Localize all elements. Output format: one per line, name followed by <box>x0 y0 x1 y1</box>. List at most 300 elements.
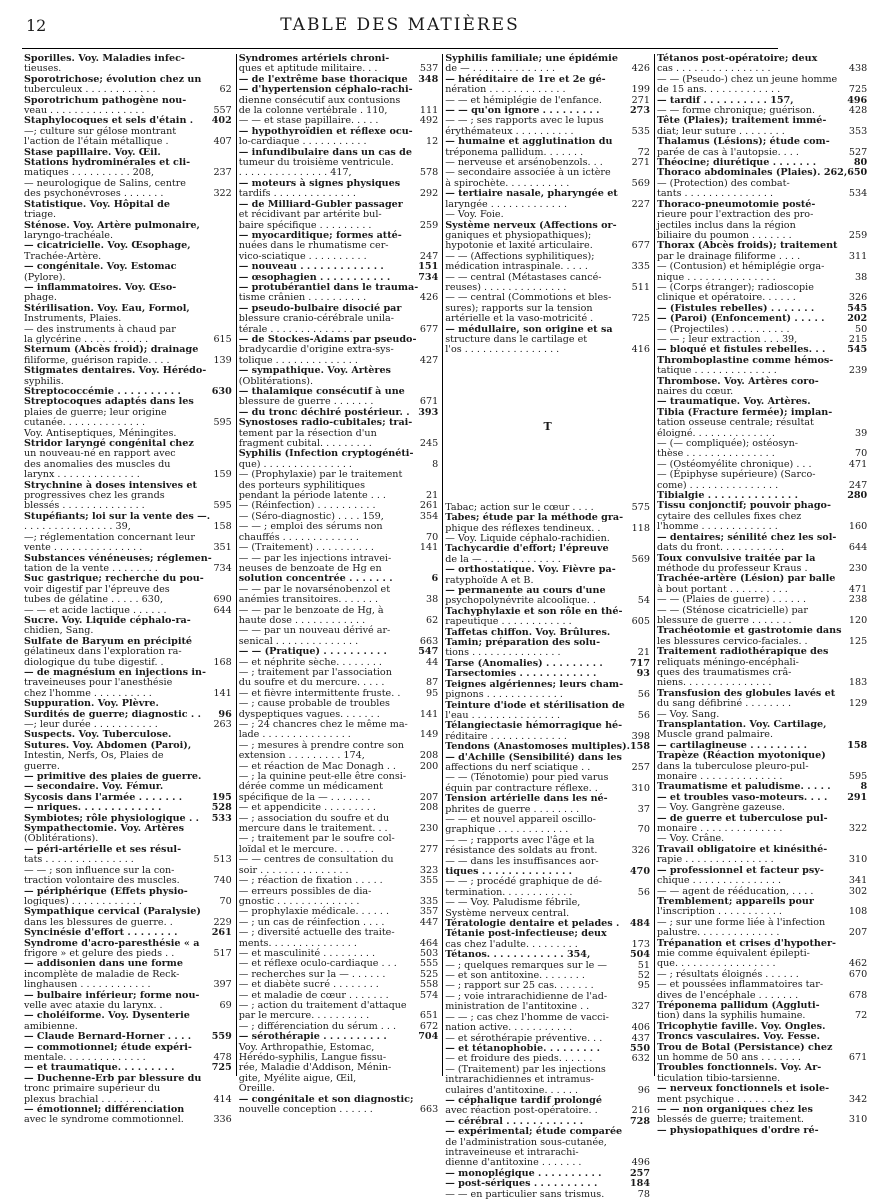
entry-text: rieure pour l'extraction des pro- <box>656 209 814 221</box>
entry-text: que. . . . . . . . . . . . . . . . . <box>656 958 776 970</box>
entry-text: des porteurs syphilitiques <box>238 479 366 491</box>
entry-page-number: 525 <box>419 968 439 980</box>
entry-text: phage. <box>24 292 57 304</box>
index-entry <box>24 876 232 886</box>
entry-text: Statistique. Voy. Hôpital de <box>24 198 170 210</box>
entry-page-number: 158 <box>629 741 650 753</box>
entry-page-number: 678 <box>848 989 868 1001</box>
entry-text: fragment cubital. . . . . . . . . <box>238 438 372 450</box>
entry-page-number: 725 <box>848 84 868 96</box>
entry-text: — — et hémiplégie de l'enfance. <box>445 94 602 106</box>
entry-text: — ; un cas de réinfection . . . . <box>238 916 385 928</box>
entry-page-number: 326 <box>631 845 650 857</box>
entry-text: voir digestif par l'épreuve des <box>24 583 170 595</box>
entry-text: Stigmates dentaires. Voy. Hérédo- <box>24 365 207 377</box>
entry-text: Tibia (Fracture fermée); implan- <box>656 406 833 418</box>
entry-text: de 15 ans. . . . . . . . . . . . . <box>656 84 781 96</box>
entry-text: solution concentrée . . . . . . . <box>238 573 393 585</box>
index-column-2 <box>237 53 443 1116</box>
entry-text: nique . . . . . . . . . . . . . . . <box>656 271 776 283</box>
entry-page-number: 437 <box>631 1032 650 1044</box>
entry-text: pignons . . . . . . . . . . . . . <box>445 689 563 701</box>
entry-page-number: 72 <box>854 1010 868 1022</box>
entry-text: velle avec ataxie du larynx. . <box>24 999 163 1011</box>
entry-page-number: 323 <box>419 864 439 876</box>
entry-page-number <box>847 408 867 418</box>
entry-text: — — centres de consultation du <box>238 854 394 866</box>
entry-page-number: 54 <box>637 595 650 607</box>
entry-page-number: 484 <box>629 918 650 930</box>
entry-page-number <box>418 1053 438 1063</box>
index-entry <box>239 928 438 938</box>
entry-text: logiques) . . . . . . . . . . . . <box>24 895 142 907</box>
entry-text: — ; la quinine peut-elle être consi- <box>238 771 407 783</box>
index-entry <box>445 345 650 355</box>
index-entry <box>445 1023 650 1033</box>
entry-text: ment psychique . . . . . . . . . <box>656 1093 789 1105</box>
entry-page-number: 559 <box>211 1031 232 1043</box>
entry-page-number: 534 <box>848 188 868 200</box>
entry-page-number: 6 <box>431 573 439 585</box>
entry-page-number: 78 <box>637 1188 650 1200</box>
entry-text: — (Paroi) (Enfoncement) . . . . . <box>656 313 825 325</box>
entry-page-number <box>847 658 867 668</box>
entry-page-number: 335 <box>631 261 650 273</box>
entry-text: un nouveau-né en rapport avec <box>24 448 176 460</box>
entry-page-number <box>212 626 232 636</box>
entry-page-number: 464 <box>419 937 439 949</box>
entry-page-number: 271 <box>631 157 650 169</box>
entry-text: jectiles inclus dans la région <box>656 219 796 231</box>
entry-page-number: 406 <box>631 1022 650 1034</box>
entry-text: ministration de l'antitoxine . . <box>445 1001 590 1013</box>
entry-text: — Duchenne-Erb par blessure du <box>24 1072 202 1084</box>
entry-text: Sycosis dans l'armée . . . . . . . <box>24 791 183 803</box>
index-column-4 <box>655 53 871 1136</box>
entry-page-number <box>212 241 232 251</box>
entry-page-number <box>630 576 650 586</box>
entry-text: — de l'extrême base thoracique <box>238 73 408 85</box>
entry-page-number <box>212 314 232 324</box>
entry-page-number: 725 <box>631 313 650 325</box>
entry-page-number: 335 <box>419 895 439 907</box>
entry-page-number: 496 <box>847 94 868 106</box>
entry-text: Trachéotomie et gastrotomie dans <box>656 625 842 637</box>
entry-page-number <box>212 751 232 761</box>
entry-text: tuberculeux . . . . . . . . . . . . <box>24 84 156 96</box>
entry-text: — sympathique. Voy. Artères <box>238 365 391 377</box>
entry-text: Substances vénéneuses; réglemen- <box>24 552 212 564</box>
entry-page-number <box>212 730 232 740</box>
entry-page-number <box>418 377 438 387</box>
entry-page-number: 56 <box>637 886 650 898</box>
entry-text: — — ; son influence sur la con- <box>24 864 175 876</box>
entry-text: Transfusion des globules lavés et <box>656 687 836 699</box>
entry-page-number: 56 <box>637 709 650 721</box>
entry-text: parée de cas à l'autopsie. . . . <box>656 146 799 158</box>
index-entry <box>24 647 232 657</box>
entry-text: tion) dans la syphilis humaine. <box>656 1010 806 1022</box>
entry-text: éloigné. . . . . . . . . . . . . . <box>656 427 775 439</box>
entry-text: — nerveuse et arsénobenzols. . . <box>445 157 603 169</box>
entry-page-number <box>418 1043 438 1053</box>
entry-text: — et poussées inflammatoires tar- <box>656 979 824 991</box>
entry-page-number <box>847 751 867 761</box>
entry-text: intrarachidiennes et intramus- <box>445 1074 594 1086</box>
entry-text: nation active. . . . . . . . . . . <box>445 1022 573 1034</box>
entry-text: — d'Achille (Sensibilité) dans les <box>445 751 622 763</box>
entry-text: rée, Maladie d'Addison, Ménin- <box>238 1062 392 1074</box>
entry-page-number: 129 <box>848 698 868 710</box>
index-entry <box>657 980 867 990</box>
entry-text: du soufre et du mercure. . . . . <box>238 677 385 689</box>
entry-text: Voy. Arthropathie, Estomac, <box>238 1041 375 1053</box>
entry-page-number: 159 <box>213 469 232 481</box>
entry-text: extension . . . . . . . . . 174, <box>238 750 365 762</box>
entry-text: — Voy. Foie. <box>445 209 504 221</box>
entry-page-number <box>630 794 650 804</box>
entry-text: Traumatisme et paludisme. . . . . <box>656 781 831 793</box>
index-entry <box>445 794 650 804</box>
entry-text: Tréponema pallidum (Aggluti- <box>656 999 820 1011</box>
entry-page-number: 725 <box>211 1062 232 1074</box>
entry-page-number: 569 <box>631 553 650 565</box>
entry-page-number: 496 <box>631 1157 650 1169</box>
entry-text: — de guerre et tuberculose pul- <box>656 812 828 824</box>
entry-text: soir . . . . . . . . . . . . . . . <box>238 864 349 876</box>
entry-page-number: 478 <box>213 1052 232 1063</box>
entry-text: — (Épiphyse supérieure) (Sarco- <box>656 469 816 481</box>
index-entry <box>239 262 438 272</box>
entry-page-number: 118 <box>631 522 650 534</box>
entry-page-number: 200 <box>419 760 439 772</box>
entry-page-number <box>630 1138 650 1148</box>
index-entry <box>657 210 867 220</box>
entry-page-number: 504 <box>629 949 650 961</box>
entry-text: l'action de l'étain métallique . <box>24 136 169 148</box>
entry-text: Thalamus (Lésions); étude com- <box>656 136 830 148</box>
entry-page-number <box>630 898 650 908</box>
entry-page-number: 95 <box>637 980 650 992</box>
entry-page-number <box>630 565 650 575</box>
entry-text: — et réflexe oculo-cardiaque . . . <box>238 958 397 970</box>
entry-page-number: 595 <box>848 771 868 783</box>
entry-text: Thromboplastine comme hémos- <box>656 354 834 366</box>
entry-text: Tissu conjonctif; pouvoir phago- <box>656 500 831 512</box>
entry-text: — Voy. Crâne. <box>656 833 725 845</box>
entry-text: — des instruments à chaud par <box>24 323 176 335</box>
entry-page-number: 239 <box>848 365 868 377</box>
entry-text: Troubles fonctionnels. Voy. Ar- <box>656 1062 822 1074</box>
entry-page-number: 207 <box>848 927 868 939</box>
entry-page-number: 533 <box>211 812 232 824</box>
entry-text: —; culture sur gélose montrant <box>24 125 177 137</box>
entry-page-number: 95 <box>426 687 439 699</box>
entry-page-number <box>212 449 232 459</box>
entry-text: — (Fistules rebelles) . . . . . . . <box>656 302 815 314</box>
entry-page-number <box>212 834 232 844</box>
entry-text: médication intraspinale. . . . . <box>445 261 588 273</box>
entry-text: ratyphoïde A et B. <box>445 574 534 586</box>
entry-text: — humaine et agglutination du <box>445 136 613 148</box>
entry-text: Tachycardie d'effort; l'épreuve <box>445 543 609 555</box>
entry-page-number <box>212 574 232 584</box>
entry-text: — — (Pratique) . . . . . . . . . . <box>238 646 387 658</box>
entry-text: Sympathectomie. Voy. Artères <box>24 823 185 835</box>
entry-text: dienne d'antitoxine . . . . . . . <box>445 1157 582 1169</box>
entry-page-number: 398 <box>631 730 650 742</box>
entry-text: — (Séro-diagnostic) . . . . 159, <box>238 510 384 522</box>
entry-page-number <box>212 231 232 241</box>
entry-page-number: 393 <box>418 406 439 418</box>
entry-text: — nriques. . . . . . . . . . . . . <box>24 802 162 814</box>
entry-text: — infundibulaire dans un cas de <box>238 146 412 158</box>
entry-text: de la — . . . . . . . . . . . . . <box>445 553 561 565</box>
entry-text: — ; mesures à prendre contre son <box>238 739 404 751</box>
entry-text: loïdal et le mercure. . . . . . . <box>238 843 374 855</box>
entry-text: — — ; ses rapports avec le lupus <box>445 115 604 127</box>
entry-page-number: 69 <box>219 999 232 1011</box>
entry-page-number: 717 <box>629 657 650 669</box>
entry-text: — expérimental; étude comparée <box>445 1126 623 1138</box>
entry-text: — choléiforme. Voy. Dysenterie <box>24 1010 190 1022</box>
entry-text: — — forme chronique; guérison. <box>656 105 816 117</box>
entry-text: reuses) . . . . . . . . . . . . . . <box>445 281 567 293</box>
entry-page-number <box>418 148 438 158</box>
entry-page-number: 471 <box>848 458 868 470</box>
index-entry <box>24 543 232 553</box>
entry-text: Sporilles. Voy. Maladies infec- <box>24 53 185 64</box>
entry-page-number: 93 <box>636 668 650 680</box>
entry-text: — — dans les insuffisances aor- <box>445 855 599 867</box>
entry-text: Teinture d'iode et stérilisation de <box>445 699 625 711</box>
entry-text: — post-sériques . . . . . . . . . . <box>445 1178 598 1190</box>
entry-page-number <box>212 1011 232 1021</box>
entry-text: biliaire du poumon . . . . . . . <box>656 229 792 241</box>
entry-text: (Oblitérations). <box>24 833 99 845</box>
entry-text: — et troubles vaso-moteurs. . . . <box>656 791 828 803</box>
entry-page-number <box>212 762 232 772</box>
entry-text: laryngo-trachéale. <box>24 229 114 241</box>
entry-page-number: 578 <box>419 167 439 179</box>
entry-text: — ; association du soufre et du <box>238 812 390 824</box>
entry-text: larynx . . . . . . . . . . . . . . <box>24 469 140 481</box>
entry-text: — tertiaire nasale, pharyngée et <box>445 188 618 200</box>
entry-text: Sympathique cervical (Paralysie) <box>24 906 201 918</box>
entry-text: Thorax (Abcès froids); traitement <box>656 240 838 252</box>
entry-page-number <box>212 1074 232 1084</box>
entry-page-number: 230 <box>419 823 439 835</box>
entry-text: vente . . . . . . . . . . . . . . . <box>24 542 143 554</box>
entry-text: l'os . . . . . . . . . . . . . . . . <box>445 344 560 356</box>
entry-page-number <box>630 534 650 544</box>
entry-text: Transplantation. Voy. Cartilage, <box>656 719 827 730</box>
entry-page-number <box>212 304 232 314</box>
index-entry <box>239 647 438 657</box>
entry-text: avec le syndrome commotionnel. <box>24 1114 184 1126</box>
entry-text: gite, Myélite aigue, Œil, <box>238 1072 357 1084</box>
entry-page-number <box>418 470 438 480</box>
page-title: TABLE DES MATIÈRES <box>280 15 520 35</box>
entry-page-number <box>630 221 650 231</box>
entry-text: Oreille. <box>238 1083 275 1095</box>
entry-text: — — et nouvel appareil oscillo- <box>445 813 596 825</box>
entry-page-number: 227 <box>631 198 650 210</box>
entry-text: — — (Sténose cicatricielle) par <box>656 604 808 616</box>
entry-page-number <box>212 481 232 491</box>
entry-page-number <box>847 834 867 844</box>
entry-page-number: 261 <box>211 927 232 939</box>
entry-page-number: 96 <box>218 708 232 720</box>
entry-page-number <box>847 397 867 407</box>
entry-page-number: 326 <box>848 292 868 304</box>
entry-text: — erreurs possibles de dia- <box>238 885 372 897</box>
entry-text: Suspects. Voy. Tuberculose. <box>24 729 172 741</box>
index-entry <box>657 647 867 657</box>
entry-page-number <box>847 501 867 511</box>
entry-page-number: 21 <box>426 490 439 502</box>
entry-text: — protubérantiel dans le trauma- <box>238 281 419 293</box>
entry-page-number <box>212 741 232 751</box>
entry-page-number: 195 <box>211 791 232 803</box>
entry-text: Stupéfiants; loi sur la vente des —. <box>24 510 211 522</box>
entry-page-number <box>418 304 438 314</box>
entry-text: phique des réflexes tendineux. . <box>445 522 601 534</box>
entry-page-number: 62 <box>426 614 439 626</box>
entry-page-number: 257 <box>629 1167 650 1179</box>
index-columns <box>22 53 868 1200</box>
entry-text: dans les blessures de guerre. . <box>24 916 173 928</box>
entry-text: Tricophytie faville. Voy. Ongles. <box>656 1020 826 1032</box>
entry-text: . . . . . . . . . . . . . . . 417, <box>238 167 352 179</box>
entry-page-number: 517 <box>213 947 232 959</box>
entry-page-number <box>212 210 232 220</box>
entry-page-number: 397 <box>213 979 232 991</box>
index-entry <box>657 1126 867 1136</box>
entry-text: — cicatricielle. Voy. Œsophage, <box>24 240 191 252</box>
index-column-3 <box>443 53 655 1200</box>
entry-text: syphilis. <box>24 375 64 387</box>
entry-text: — addisonien dans une forme <box>24 958 183 970</box>
entry-page-number <box>630 1075 650 1085</box>
entry-text: —; réglementation concernant leur <box>24 531 195 543</box>
entry-page-number: 310 <box>848 854 868 866</box>
entry-text: tiques . . . . . . . . . . . . . . <box>445 866 573 877</box>
entry-page-number: 357 <box>419 906 439 918</box>
entry-page-number: 670 <box>848 968 868 980</box>
index-entry <box>445 1127 650 1137</box>
entry-page-number: 280 <box>847 490 868 502</box>
entry-text: chauffés . . . . . . . . . . . . . <box>238 531 359 543</box>
entry-page-number: 513 <box>213 854 232 866</box>
entry-text: tréponema pallidum. . . . . . . <box>445 146 584 158</box>
entry-text: rapie . . . . . . . . . . . . . . . <box>656 854 774 866</box>
entry-text: affections du nerf sciatique . . <box>445 761 591 773</box>
entry-page-number: 595 <box>213 500 232 512</box>
entry-text: — sérothérapie . . . . . . . . . . <box>238 1031 387 1043</box>
entry-page-number: 273 <box>629 105 650 117</box>
entry-text: tronc primaire supérieur du <box>24 1083 161 1095</box>
entry-text: Sternum (Abcès froid); drainage <box>24 344 199 356</box>
entry-text: mie comme équivalent épilepti- <box>656 947 810 959</box>
entry-text: — (Projectiles) . . . . . . . . . . <box>656 323 790 335</box>
entry-page-number <box>212 959 232 969</box>
entry-text: — congénitale. Voy. Estomac <box>24 261 177 273</box>
entry-text: — médullaire, son origine et sa <box>445 323 613 335</box>
entry-text: érythémateux . . . . . . . . . . <box>445 125 574 137</box>
entry-text: — — et acide lactique . . . . . . <box>24 604 167 616</box>
entry-text: — et froidure des pieds. . . . . . <box>445 1053 593 1065</box>
entry-text: ques et aptitude militaire. . . <box>238 63 378 75</box>
entry-text: — — ; cas chez l'homme de vacci- <box>445 1011 609 1023</box>
entry-text: Sucre. Voy. Liquide céphalo-ra- <box>24 614 191 626</box>
entry-page-number <box>847 1126 867 1136</box>
entry-page-number: 348 <box>418 73 439 85</box>
entry-page-number: 630 <box>211 386 232 397</box>
entry-text: Hérédo-syphilis, Langue fissu- <box>238 1052 387 1063</box>
entry-text: tatique . . . . . . . . . . . . . . <box>656 365 777 377</box>
entry-text: chique . . . . . . . . . . . . . . . <box>656 875 782 887</box>
index-entry <box>239 876 438 886</box>
entry-text: — — (Ténotomie) pour pied varus <box>445 772 609 784</box>
entry-page-number: 671 <box>848 1052 868 1063</box>
entry-text: ganiques et physiopathiques); <box>445 229 592 241</box>
entry-text: clinique et opératoire. . . . . . <box>656 292 796 304</box>
entry-text: — nerveux fonctionnels et isole- <box>656 1083 830 1095</box>
entry-text: — (Protection) des combat- <box>656 177 790 189</box>
entry-page-number: 38 <box>426 594 439 606</box>
entry-text: Voy. Antiseptiques, Méningites. <box>24 427 177 439</box>
entry-page-number: 259 <box>848 229 868 241</box>
entry-page-number: 677 <box>631 240 650 252</box>
entry-page-number <box>212 397 232 407</box>
entry-text: équin par contracture réflexe. . <box>445 782 598 794</box>
entry-page-number: 341 <box>848 875 868 887</box>
entry-page-number <box>212 293 232 303</box>
entry-page-number: 291 <box>847 791 868 803</box>
entry-page-number: 353 <box>848 125 868 137</box>
entry-page-number: 160 <box>848 521 868 533</box>
entry-page-number: 547 <box>418 646 439 658</box>
entry-text: Tarse (Anomalies) . . . . . . . . . <box>445 657 603 669</box>
entry-text: — et diabète sucré . . . . . . . . <box>238 979 379 991</box>
entry-text: Suppuration. Voy. Plèvre. <box>24 698 159 710</box>
entry-page-number: 37 <box>637 803 650 815</box>
entry-text: blessés de guerre; traitement. <box>656 1114 804 1126</box>
entry-page-number: 38 <box>854 271 868 283</box>
entry-page-number: 120 <box>848 614 868 626</box>
entry-text: vico-sciatique . . . . . . . . . . <box>238 250 367 262</box>
entry-text: Toux convulsive traitée par la <box>656 552 816 564</box>
entry-text: — ; réaction de fixation . . . . . <box>238 875 383 887</box>
entry-page-number: 229 <box>213 916 232 928</box>
entry-page-number: 215 <box>848 333 868 345</box>
entry-page-number <box>418 1074 438 1084</box>
entry-page-number <box>847 1032 867 1042</box>
index-entry <box>445 262 650 272</box>
entry-text: anémies transitoires. . . . . . . <box>238 594 379 606</box>
entry-text: lo-cardiaque . . . . . . . . . . . <box>238 136 367 148</box>
entry-page-number: 555 <box>419 958 439 970</box>
entry-text: — et traumatique. . . . . . . . . <box>24 1062 175 1074</box>
entry-page-number <box>847 210 867 220</box>
entry-text: — — (Affections syphilitiques); <box>445 250 595 262</box>
entry-page-number: 173 <box>631 938 650 950</box>
entry-page-number: 238 <box>848 594 868 606</box>
entry-page-number <box>212 668 232 678</box>
entry-text: — (Réinfection) . . . . . . . . . . <box>238 500 376 512</box>
entry-text: Tendons (Anastomoses multiples). <box>445 741 630 753</box>
